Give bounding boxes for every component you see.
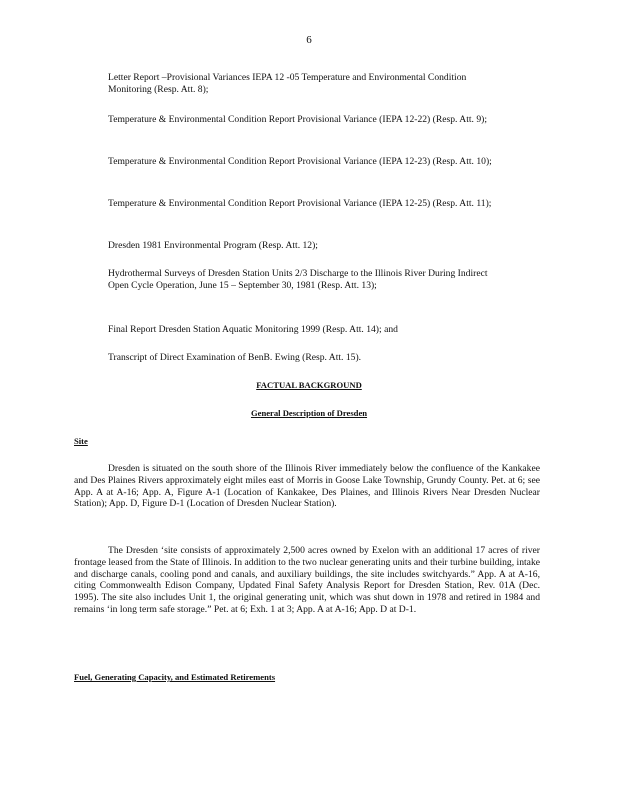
exhibit-item: Transcript of Direct Examination of BenB. Ewing (Resp. Att. 15). xyxy=(108,352,362,363)
page-number: 6 xyxy=(306,34,312,46)
general-description-heading: General Description of Dresden xyxy=(250,408,368,418)
site-paragraph-1: Dresden is situated on the south shore of the Illinois River immediately below the confluence of the Kankakee and Des Plaines Rivers approximately eight miles east of Morris in Goose Lake Township, Grundy County. Pet. at 6; see App. A at A-16; App. A, Figure A-1 (Location of Kankakee, Des Plaines, and Illinois Rivers Near Dresden Nuclear Station); App. D, Figure D-1 (Location of Dresden Nuclear Station). xyxy=(74,463,540,510)
exhibit-item: Hydrothermal Surveys of Dresden Station Units 2/3 Discharge to the Illinois River During Indirect Open Cycle Operation, June 15 – September 30, 1981 (Resp. Att. 13); xyxy=(108,268,488,291)
exhibit-item: Temperature & Environmental Condition Report Provisional Variance (IEPA 12-25) (Resp. Att. 11); xyxy=(108,198,492,209)
exhibit-item: Letter Report –Provisional Variances IEPA 12 -05 Temperature and Environmental Condition Monitoring (Resp. Att. 8); xyxy=(108,72,467,95)
factual-background-heading: FACTUAL BACKGROUND xyxy=(256,380,362,390)
site-paragraph-2: The Dresden ‘site consists of approximately 2,500 acres owned by Exelon with an additional 17 acres of river frontage leased from the State of Illinois. In addition to the two nuclear generating units and their turbine building, intake and discharge canals, cooling pond and canals, and auxiliary buildings, the site includes switchyards.” App. A at A-16, citing Commonwealth Edison Company, Updated Final Safety Analysis Report for Dresden Station, Rev. 01A (Dec. 1995). The site also includes Unit 1, the original generating unit, which was shut down in 1978 and retired in 1984 and remains ‘in long term safe storage.” Pet. at 6; Exh. 1 at 3; App. A at A-16; App. D at D-1. xyxy=(74,545,540,615)
exhibit-item: Dresden 1981 Environmental Program (Resp. Att. 12); xyxy=(108,240,318,251)
exhibit-item: Temperature & Environmental Condition Report Provisional Variance (IEPA 12-22) (Resp. Att. 9); xyxy=(108,114,488,125)
site-heading: Site xyxy=(74,436,88,446)
exhibit-item: Temperature & Environmental Condition Report Provisional Variance (IEPA 12-23) (Resp. Att. 10); xyxy=(108,156,492,167)
exhibit-item: Final Report Dresden Station Aquatic Monitoring 1999 (Resp. Att. 14); and xyxy=(108,324,398,335)
fuel-heading: Fuel, Generating Capacity, and Estimated Retirements xyxy=(74,672,276,682)
